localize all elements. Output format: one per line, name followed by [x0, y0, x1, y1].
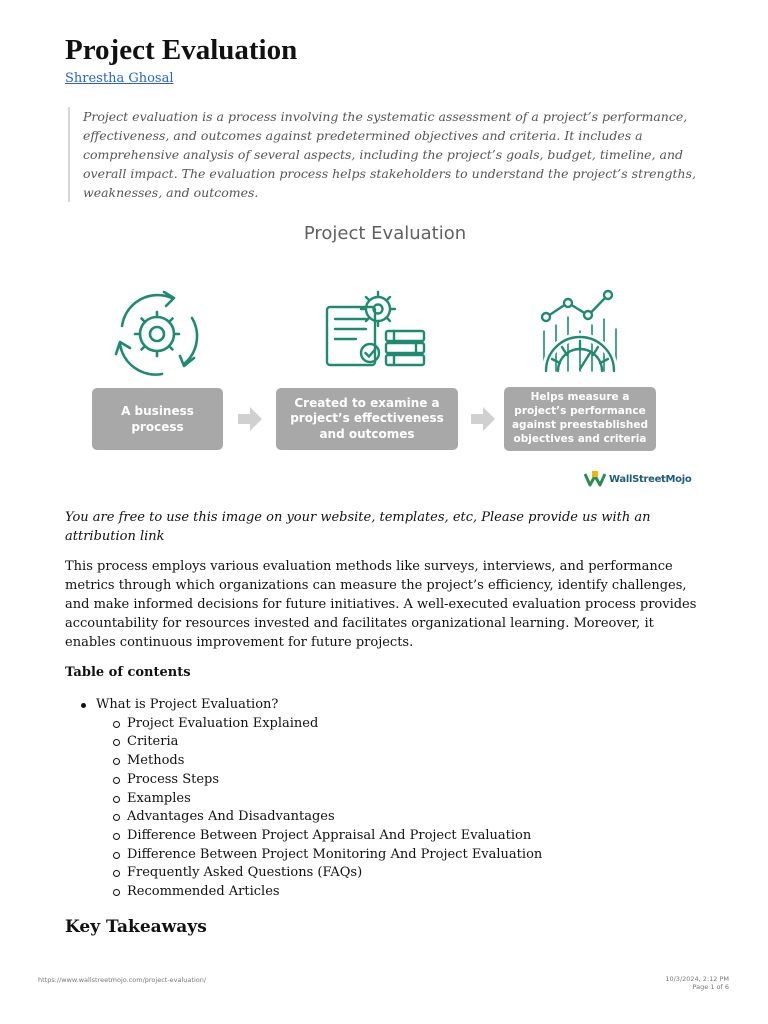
footer-datetime: 10/3/2024, 2:12 PM: [665, 975, 729, 983]
toc-item-what-is-project-evaluation[interactable]: What is Project Evaluation?: [78, 696, 542, 715]
step-1-line-1: A business: [121, 404, 194, 418]
toc-subitem[interactable]: Frequently Asked Questions (FAQs): [109, 864, 542, 883]
infographic: [60, 215, 710, 500]
toc-subitem[interactable]: Difference Between Project Monitoring And Project Evaluation: [109, 846, 542, 865]
toc-title: Table of contents: [65, 665, 191, 680]
chart-gauge-icon: [538, 287, 624, 373]
infographic-title: Project Evaluation: [303, 223, 467, 244]
step-3-line-2: project’s performance: [514, 405, 646, 418]
step-box-3: [504, 387, 656, 451]
step-2-line-3: and outcomes: [319, 426, 415, 441]
step-2-line-2: project’s effectiveness: [290, 411, 444, 426]
step-3-line-1: Helps measure a: [530, 391, 630, 404]
brand-name: WallStreetMojo: [609, 473, 692, 485]
step-box-2: [276, 388, 458, 450]
step-3-line-4: objectives and criteria: [513, 432, 647, 445]
body-paragraph: This process employs various evaluation methods like surveys, interviews, and performance metrics through which organizations can measure the project’s efficiency, identify challenges, and make informed decisions for future initiatives. A well-executed evaluation process provides accountability for resources invested and facilitates organizational learning. Moreover, it enables continuous improvement for future projects.: [65, 559, 697, 650]
arrow-icon: [469, 405, 497, 433]
step-box-1: [92, 388, 223, 450]
page-title: Project Evaluation: [65, 34, 298, 66]
key-takeaways-heading: Key Takeaways: [65, 917, 207, 937]
toc-subitem[interactable]: Examples: [109, 790, 542, 809]
toc-subitem[interactable]: Methods: [109, 752, 542, 771]
toc-subitem[interactable]: Recommended Articles: [109, 883, 542, 902]
toc-subitem[interactable]: Criteria: [109, 733, 542, 752]
cycle-gear-icon: [104, 288, 210, 380]
wallstreetmojo-logo-icon: [584, 471, 606, 487]
footer-url: https://www.wallstreetmojo.com/project-evaluation/: [38, 976, 207, 984]
footer-page-number: Page 1 of 6: [692, 983, 729, 991]
attribution-text: You are free to use this image on your website, templates, etc, Please provide us with an attribution link: [65, 510, 651, 544]
author-link[interactable]: Shrestha Ghosal: [65, 71, 174, 86]
footer-meta: [665, 975, 729, 991]
toc-subitem[interactable]: Difference Between Project Appraisal And Project Evaluation: [109, 827, 542, 846]
toc-subitem[interactable]: Advantages And Disadvantages: [109, 808, 542, 827]
toc-subitem[interactable]: Process Steps: [109, 771, 542, 790]
step-1-line-2: process: [131, 420, 184, 434]
step-2-line-1: Created to examine a: [294, 395, 440, 410]
intro-text: Project evaluation is a process involving the systematic assessment of a project’s performance, effectiveness, and outcomes against predetermined objectives and criteria. It includes a comprehensive analysis of several aspects, including the project’s goals, budget, timeline, and overall impact. The evaluation process helps stakeholders to understand the project’s strengths, weaknesses, and outcomes.: [83, 109, 696, 200]
step-3-line-3: against preestablished: [511, 419, 649, 431]
intro-blockquote: [68, 107, 708, 202]
document-gear-icon: [322, 287, 432, 371]
wallstreetmojo-logo: [584, 471, 691, 487]
table-of-contents: [78, 696, 542, 902]
toc-subitem[interactable]: Project Evaluation Explained: [109, 715, 542, 734]
arrow-icon: [236, 405, 264, 433]
